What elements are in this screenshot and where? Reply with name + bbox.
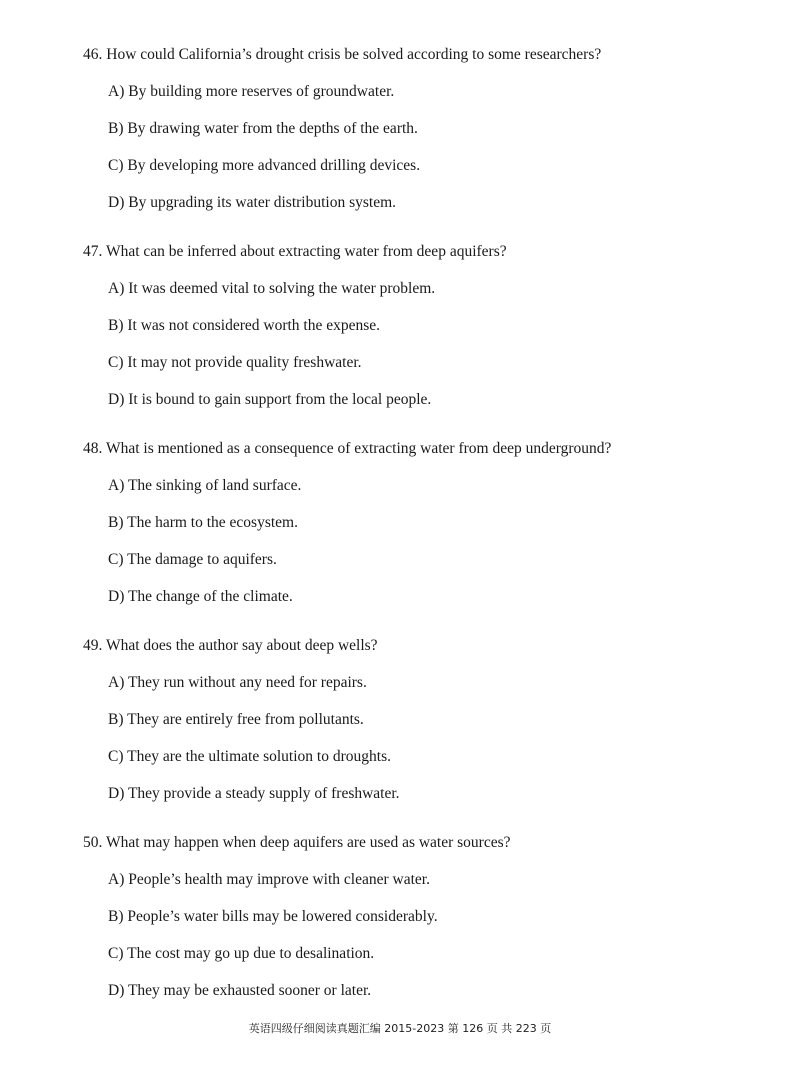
option-b: B) The harm to the ecosystem.	[108, 514, 298, 531]
option-b: B) They are entirely free from pollutants.	[108, 711, 364, 728]
option-d: D) It is bound to gain support from the local people.	[108, 391, 432, 408]
question-stem: 48. What is mentioned as a consequence of extracting water from deep underground?	[83, 440, 612, 457]
option-c: C) The damage to aquifers.	[108, 551, 277, 568]
option-d: D) The change of the climate.	[108, 588, 293, 605]
option-b: B) It was not considered worth the expense.	[108, 317, 381, 334]
option-d: D) They may be exhausted sooner or later.	[108, 982, 372, 999]
option-c: C) They are the ultimate solution to droughts.	[108, 748, 391, 765]
option-a: A) They run without any need for repairs.	[108, 674, 367, 691]
question-stem: 46. How could California’s drought crisis be solved according to some researchers?	[83, 46, 602, 63]
option-b: B) By drawing water from the depths of the earth.	[108, 120, 418, 137]
option-c: C) It may not provide quality freshwater.	[108, 354, 362, 371]
option-c: C) The cost may go up due to desalination.	[108, 945, 375, 962]
option-d: D) By upgrading its water distribution system.	[108, 194, 397, 211]
option-b: B) People’s water bills may be lowered considerably.	[108, 908, 438, 925]
option-a: A) The sinking of land surface.	[108, 477, 302, 494]
question-stem: 50. What may happen when deep aquifers are used as water sources?	[83, 834, 511, 851]
option-a: A) People’s health may improve with cleaner water.	[108, 871, 430, 888]
option-a: A) It was deemed vital to solving the water problem.	[108, 280, 436, 297]
question-stem: 49. What does the author say about deep wells?	[83, 637, 378, 654]
option-c: C) By developing more advanced drilling devices.	[108, 157, 421, 174]
page-footer: 英语四级仔细阅读真题汇编 2015-2023 第 126 页 共 223 页	[248, 1022, 552, 1035]
question-stem: 47. What can be inferred about extracting water from deep aquifers?	[83, 243, 507, 260]
option-a: A) By building more reserves of groundwater.	[108, 83, 395, 100]
option-d: D) They provide a steady supply of freshwater.	[108, 785, 400, 802]
